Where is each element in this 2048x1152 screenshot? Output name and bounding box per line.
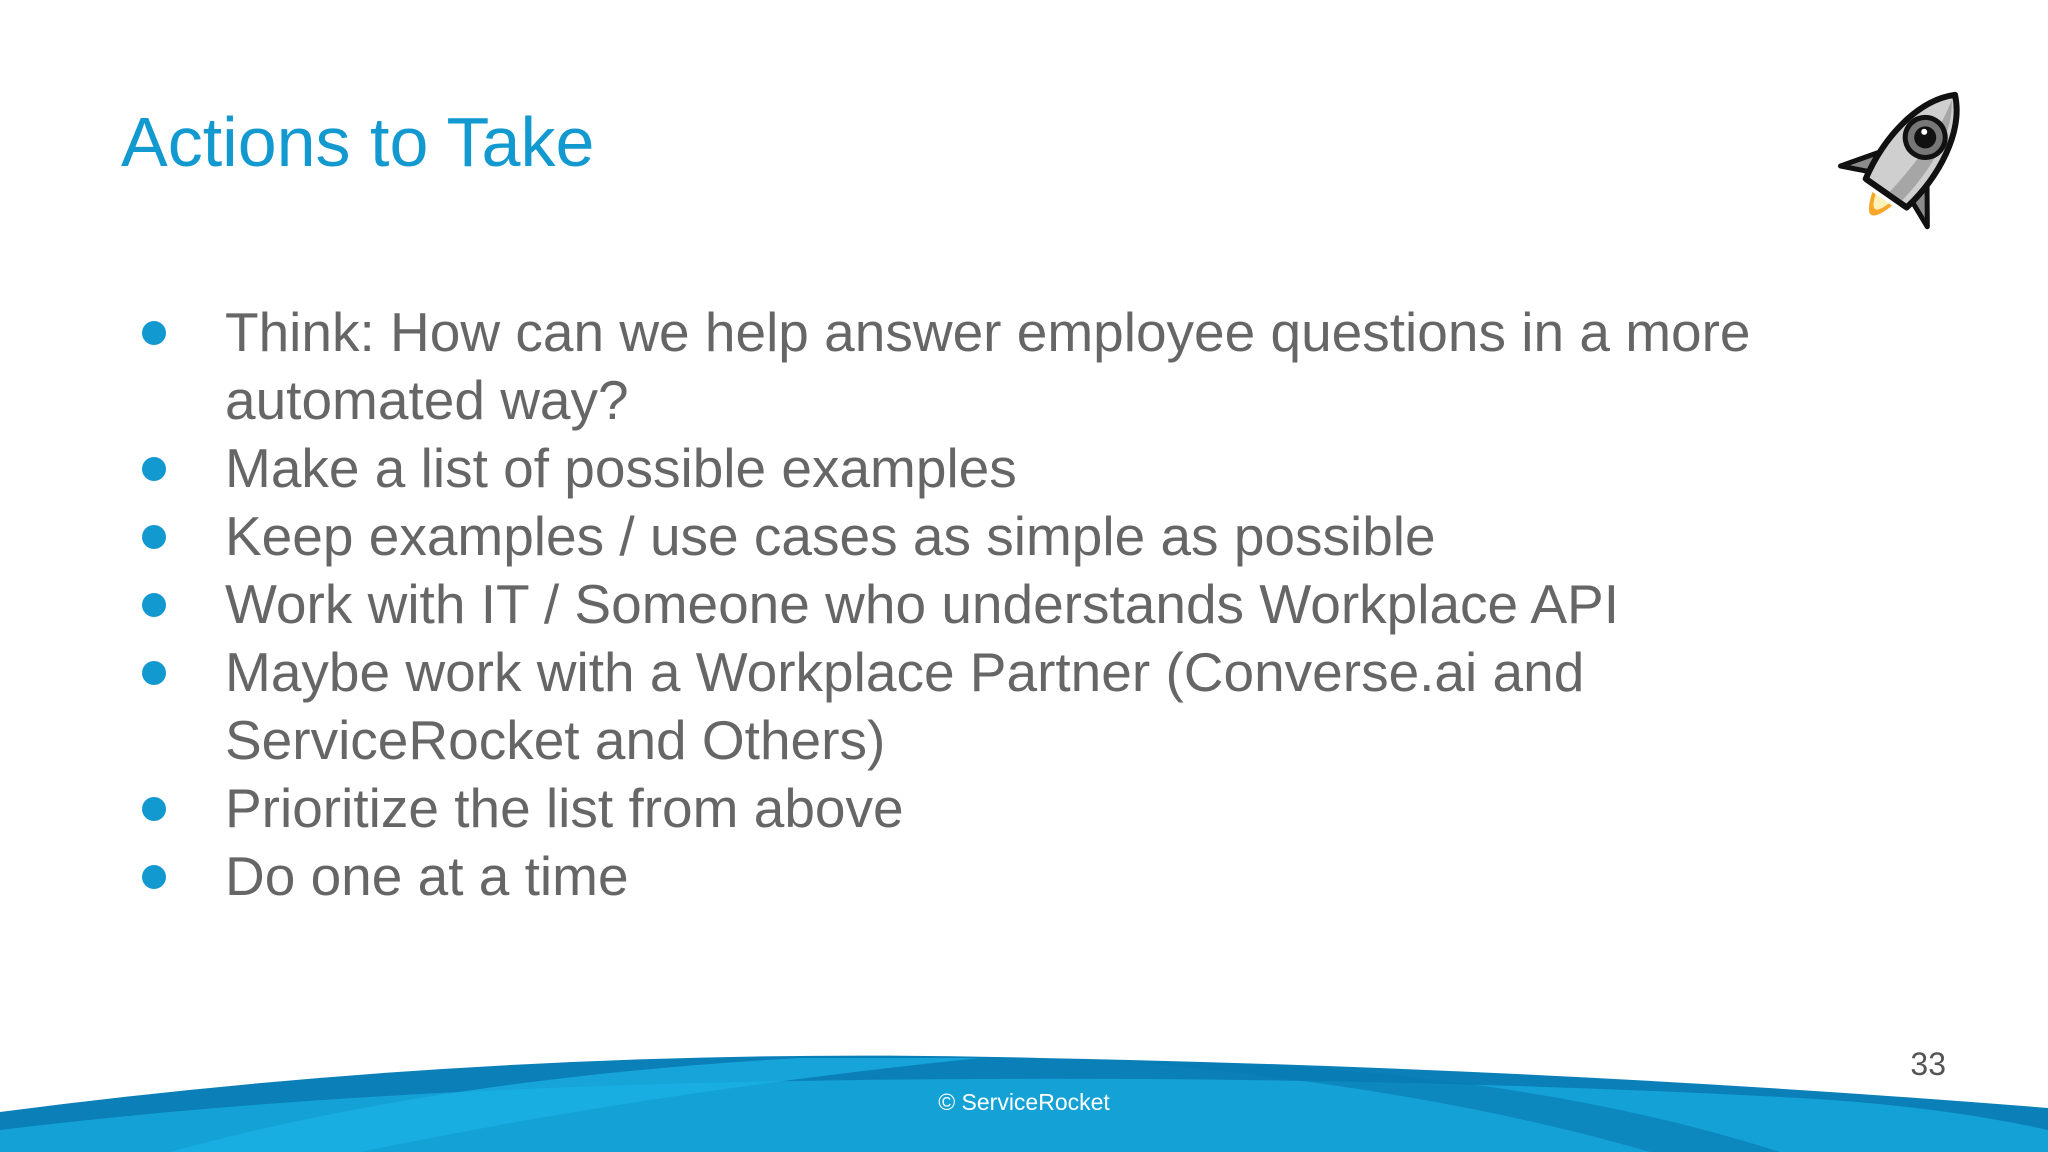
- bullet-text: Make a list of possible examples: [225, 437, 1017, 499]
- bullet-text: Work with IT / Someone who understands Workplace API: [225, 573, 1620, 635]
- bullet-dot-icon: [142, 797, 166, 821]
- slide-title: Actions to Take: [121, 103, 595, 181]
- bullet-item: [138, 842, 1918, 910]
- rocket-icon: [1820, 62, 1992, 262]
- bullet-item: [138, 774, 1918, 842]
- bullet-text: Keep examples / use cases as simple as possible: [225, 505, 1436, 567]
- bullet-text: Think: How can we help answer employee questions in a more automated way?: [225, 301, 1751, 431]
- bullet-dot-icon: [142, 593, 166, 617]
- copyright-text: © ServiceRocket: [938, 1089, 1110, 1115]
- bullet-dot-icon: [142, 525, 166, 549]
- bullet-list: [138, 298, 1918, 910]
- bullet-item: [138, 502, 1918, 570]
- bullet-item: [138, 298, 1918, 434]
- bullet-item: [138, 434, 1918, 502]
- bullet-dot-icon: [142, 865, 166, 889]
- bullet-dot-icon: [142, 457, 166, 481]
- bullet-text: Maybe work with a Workplace Partner (Converse.ai and ServiceRocket and Others): [225, 641, 1585, 771]
- bullet-text: Do one at a time: [225, 845, 629, 907]
- page-number: 33: [1910, 1046, 1946, 1082]
- bullet-dot-icon: [142, 321, 166, 345]
- bullet-text: Prioritize the list from above: [225, 777, 904, 839]
- bullet-item: [138, 570, 1918, 638]
- bullet-item: [138, 638, 1918, 774]
- bullet-dot-icon: [142, 661, 166, 685]
